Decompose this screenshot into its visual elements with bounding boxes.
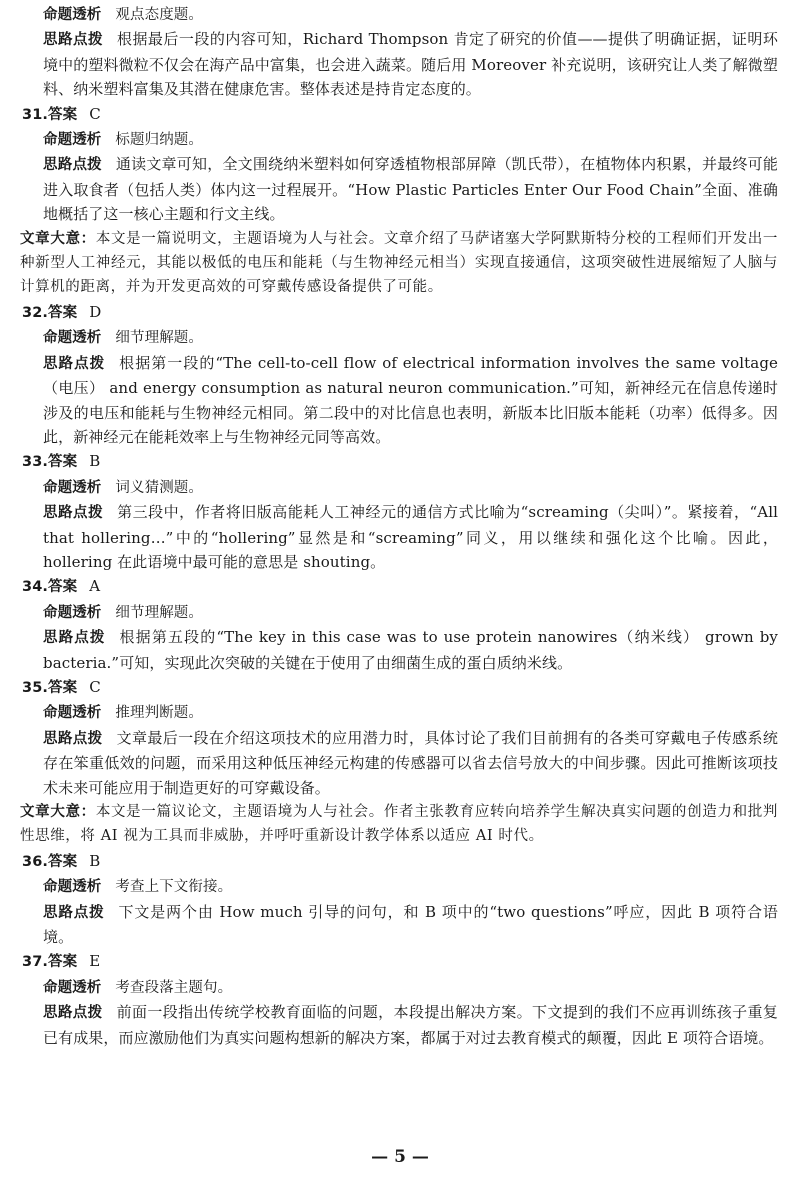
text: 标题归纳题。 [115,132,204,149]
answer-label: 答案 [48,304,78,321]
analysis-type [20,325,778,350]
answer-label: 答案 [48,853,78,870]
reasoning [20,351,778,450]
answer-35 [20,675,778,700]
text: 细节理解题。 [115,604,204,621]
summary-label: 文章大意： [20,230,96,247]
text: 考查段落主题句。 [115,979,233,996]
text: 考查上下文衔接。 [115,879,233,896]
label: 命题透析 [43,479,102,496]
text: 通读文章可知，全文围绕纳米塑料如何穿透植物根部屏障（凯氏带），在植物体内积累，并最终可能进入取食者（包括人类）体内这一过程展开。“How Plastic Particles Enter Our Food Chain”全面、准确地概括了这一核心主题和行文主线。 [43,155,778,224]
reasoning [20,1000,778,1050]
question-number: 35. [22,679,48,696]
answer-33 [20,449,778,474]
article-summary [20,800,778,849]
question-number: 31. [22,106,48,123]
question-number: 32. [22,304,48,321]
analysis-type [20,700,778,725]
answer-value: D [89,302,102,321]
answer-label: 答案 [48,679,78,696]
text: 根据最后一段的内容可知，Richard Thompson 肯定了研究的价值——提供了明确证据，证明环境中的塑料微粒不仅会在海产品中富集，也会进入蔬菜。随后用 Moreover 补充说明，该研究让人类了解微塑料、纳米塑料富集及其潜在健康危害。整体表述是持肯定态度的。 [43,30,778,99]
answer-32 [20,300,778,325]
text: 根据第一段的“The cell-to-cell flow of electrical information involves the same voltage（电压） and energy consumption as natural neuron communication.”可知，新神经元在信息传递时涉及的电压和能耗与生物神经元相同。第二段中的对比信息也表明，新版本比旧版本能耗（功率）低得多。因此，新神经元在能耗效率上与生物神经元同等高效。 [43,353,778,446]
answer-label: 答案 [48,954,78,971]
analysis-type [20,2,778,27]
question-number: 34. [22,579,48,596]
question-number: 36. [22,853,48,870]
analysis-type [20,874,778,899]
reasoning [20,726,778,800]
answer-31 [20,102,778,127]
text: 推理判断题。 [115,705,204,722]
answer-37 [20,949,778,974]
label: 思路点拨 [43,904,105,921]
reasoning [20,625,778,675]
analysis-type [20,600,778,625]
summary-text: 本文是一篇议论文，主题语境为人与社会。作者主张教育应转向培养学生解决真实问题的创造力和批判性思维，将 AI 视为工具而非威胁，并呼吁重新设计教学体系以适应 AI 时代。 [20,804,779,845]
article-summary [20,227,778,300]
answer-value: B [89,851,101,870]
answer-36 [20,849,778,874]
label: 思路点拨 [43,157,102,174]
answer-label: 答案 [48,106,78,123]
reasoning [20,500,778,574]
reasoning [20,27,778,101]
text: 文章最后一段在介绍这项技术的应用潜力时，具体讨论了我们目前拥有的各类可穿戴电子传感系统存在笨重低效的问题，而采用这种低压神经元构建的传感器可以省去信号放大的中间步骤。因此可推断该项技术未来可能应用于制造更好的可穿戴设备。 [43,728,778,797]
label: 命题透析 [43,705,102,722]
text: 根据第五段的“The key in this case was to use protein nanowires（纳米线） grown by bacteria.”可知，实现此次突破的关键在于使用了由细菌生成的蛋白质纳米线。 [43,628,778,672]
label: 思路点拨 [43,730,103,747]
label: 命题透析 [43,7,102,23]
label: 思路点拨 [43,355,106,372]
answer-label: 答案 [48,579,78,596]
answer-value: C [89,677,101,696]
text: 词义猜测题。 [115,479,204,496]
answer-value: E [89,952,101,971]
label: 思路点拨 [43,1005,103,1022]
label: 命题透析 [43,879,102,896]
answer-label: 答案 [48,454,78,471]
text: 下文是两个由 How much 引导的问句，和 B 项中的“two questions”呼应，因此 B 项符合语境。 [43,902,778,947]
analysis-type [20,127,778,152]
reasoning [20,152,778,226]
summary-label: 文章大意： [20,804,96,820]
label: 命题透析 [43,330,102,347]
answer-value: C [89,104,101,123]
label: 命题透析 [43,604,102,621]
text: 观点态度题。 [115,7,204,23]
analysis-type [20,475,778,500]
answer-value: B [89,452,101,471]
label: 思路点拨 [43,32,103,49]
question-number: 33. [22,454,48,471]
label: 命题透析 [43,979,102,996]
label: 思路点拨 [43,630,106,647]
answer-value: A [89,577,101,596]
text: 前面一段指出传统学校教育面临的问题，本段提出解决方案。下文提到的我们不应再训练孩子重复已有成果，而应激励他们为真实问题构想新的解决方案，都属于对过去教育模式的颠覆，因此 E 项符合语境。 [43,1003,778,1047]
label: 命题透析 [43,132,102,149]
label: 思路点拨 [43,505,104,522]
question-number: 37. [22,954,48,971]
summary-text: 本文是一篇说明文，主题语境为人与社会。文章介绍了马萨诸塞大学阿默斯特分校的工程师们开发出一种新型人工神经元，其能以极低的电压和能耗（与生物神经元相当）实现直接通信，这项突破性进展缩短了人脑与计算机的距离，并为开发更高效的可穿戴传感设备提供了可能。 [20,230,779,296]
reasoning [20,900,778,950]
page-number: — 5 — [371,1147,429,1167]
text: 第三段中，作者将旧版高能耗人工神经元的通信方式比喻为“screaming（尖叫）”。紧接着，“All that hollering…”中的“hollering”显然是和“screaming”同义，用以继续和强化这个比喻。因此，hollering 在此语境中最可能的意思是 shouting。 [43,503,778,571]
analysis-type [20,975,778,1000]
text: 细节理解题。 [115,330,204,347]
answer-34 [20,574,778,599]
